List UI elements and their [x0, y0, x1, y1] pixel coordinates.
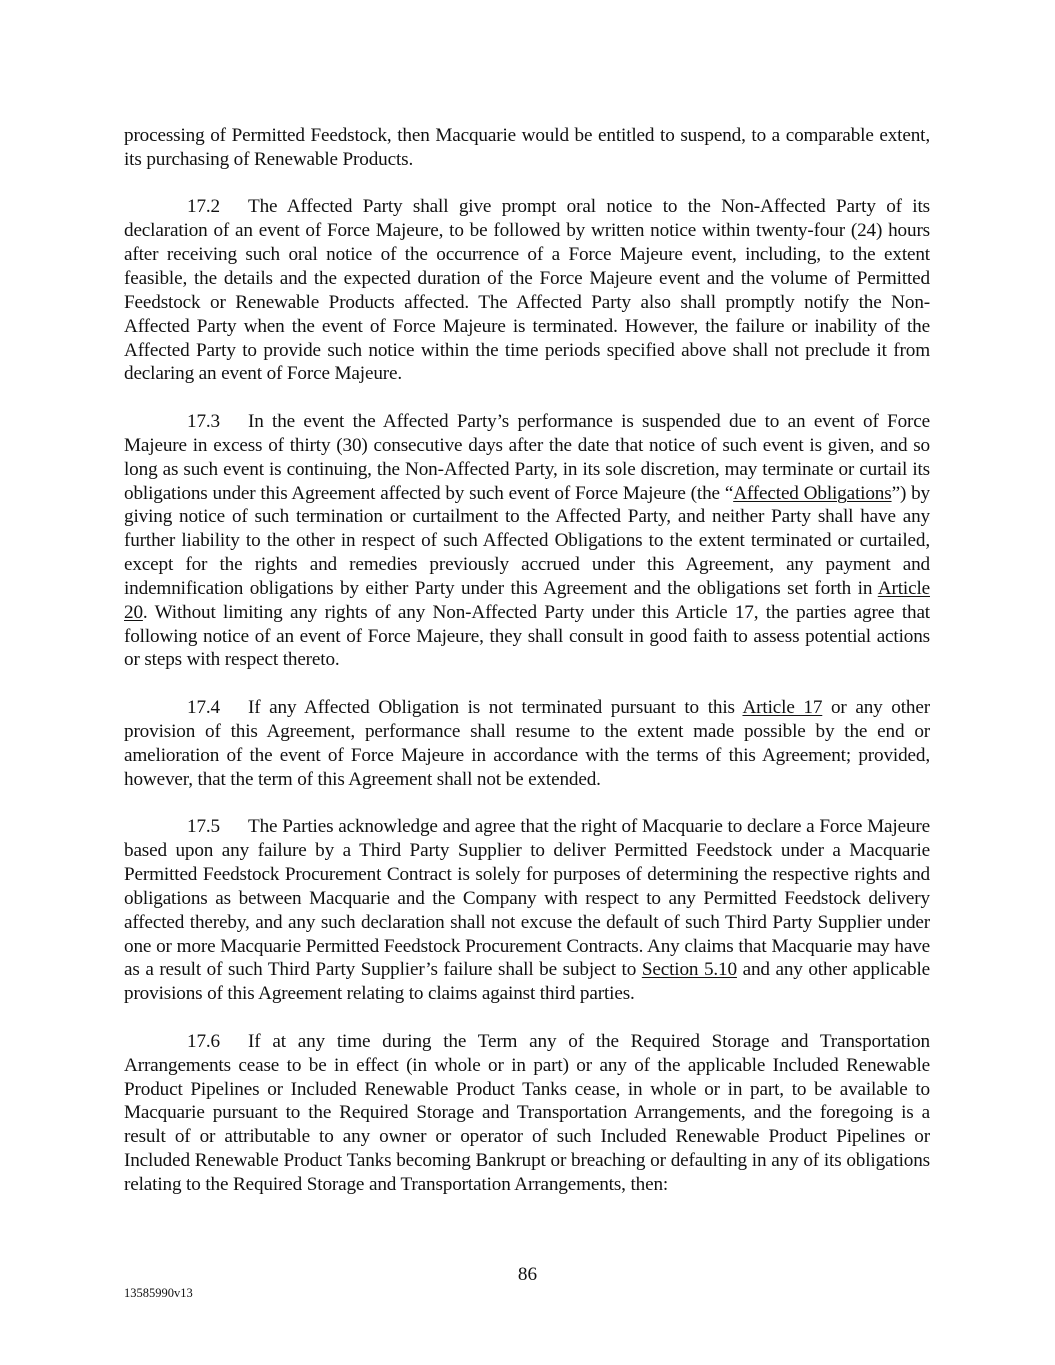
cross-reference-article-17[interactable]: Article 17	[742, 697, 823, 719]
section-number: 17.5	[187, 816, 220, 838]
section-text: If any Affected Obligation is not terminated pursuant to this	[248, 697, 743, 719]
section-17-2	[124, 195, 930, 386]
section-17-4	[124, 696, 930, 791]
continuation-paragraph: processing of Permitted Feedstock, then Macquarie would be entitled to suspend, to a comparable extent, its purchasing of Renewable Products.	[124, 125, 930, 170]
cross-reference-section-5-10[interactable]: Section 5.10	[641, 959, 737, 981]
document-id: 13585990v13	[124, 1286, 193, 1300]
section-text: In the event the Affected Party’s performance is suspended due to an event of Force Majeure in excess of thirty (30) consecutive days after the date that notice of such event is given, and so long as such event is continuing, the Non-Affected Party, in its sole discretion, may terminate or curtail its obligations under this Agreement affected by such event of Force Majeure (the “	[124, 411, 930, 504]
document-page	[124, 124, 930, 1221]
section-text: If at any time during the Term any of the Required Storage and Transportation Arrangements cease to be in effect (in whole or in part) or any of the applicable Included Renewable Product Pipelines or Included Renewable Product Tanks cease, in whole or in part, to be available to Macquarie pursuant to the Required Storage and Transportation Arrangements, and the foregoing is a result of or attributable to any owner or operator of such Included Renewable Product Pipelines or Included Renewable Product Tanks becoming Bankrupt or breaching or defaulting in any of its obligations relating to the Required Storage and Transportation Arrangements, then:	[124, 1030, 930, 1195]
section-17-6	[124, 1030, 930, 1197]
section-number: 17.3	[187, 411, 220, 433]
section-17-5	[124, 815, 930, 1006]
section-17-3	[124, 410, 930, 672]
section-text: The Affected Party shall give prompt oral notice to the Non-Affected Party of its declaration of an event of Force Majeure, to be followed by written notice within twenty-four (24) hours after receiving such oral notice of the occurrence of a Force Majeure event, including, to the extent feasible, the details and the expected duration of the Force Majeure event and the volume of Permitted Feedstock or Renewable Products affected. The Affected Party also shall promptly notify the Non-Affected Party when the event of Force Majeure is terminated. However, the failure or inability of the Affected Party to provide such notice within the time periods specified above shall not preclude it from declaring an event of Force Majeure.	[124, 196, 930, 385]
section-number: 17.6	[187, 1030, 220, 1052]
section-text: The Parties acknowledge and agree that the right of Macquarie to declare a Force Majeure based upon any failure by a Third Party Supplier to deliver Permitted Feedstock under a Macquarie Permitted Feedstock Procurement Contract is solely for purposes of determining the respective rights and obligations as between Macquarie and the Company with respect to any Permitted Feedstock delivery affected thereby, and any such declaration shall not excuse the default of such Third Party Supplier under one or more Macquarie Permitted Feedstock Procurement Contracts. Any claims that Macquarie may have as a result of such Third Party Supplier’s failure shall be subject to	[124, 816, 930, 981]
section-number: 17.4	[187, 697, 220, 719]
section-text: and any other applicable provisions of this Agreement relating to claims against third parties.	[124, 959, 931, 1005]
section-text: ”) by giving notice of such termination or curtailment to the Affected Party, and neither Party shall have any further liability to the other in respect of such Affected Obligations to the extent terminated or curtailed, except for the rights and remedies previously accrued under this Agreement, any payment and indemnification obligations by either Party under this Agreement and the obligations set forth in	[124, 482, 930, 599]
cross-reference-article-20[interactable]: Article 20	[124, 577, 930, 623]
section-text: . Without limiting any rights of any Non-Affected Party under this Article 17, the parties agree that following notice of an event of Force Majeure, they shall consult in good faith to assess potential actions or steps with respect thereto.	[124, 601, 930, 671]
section-text: or any other provision of this Agreement, performance shall resume to the extent made possible by the end or amelioration of the event of Force Majeure in accordance with the terms of this Agreement; provided, however, that the term of this Agreement shall not be extended.	[124, 697, 930, 790]
page-number: 86	[517, 1264, 538, 1285]
section-number: 17.2	[187, 196, 220, 218]
defined-term-affected-obligations: Affected Obligations	[733, 482, 892, 504]
